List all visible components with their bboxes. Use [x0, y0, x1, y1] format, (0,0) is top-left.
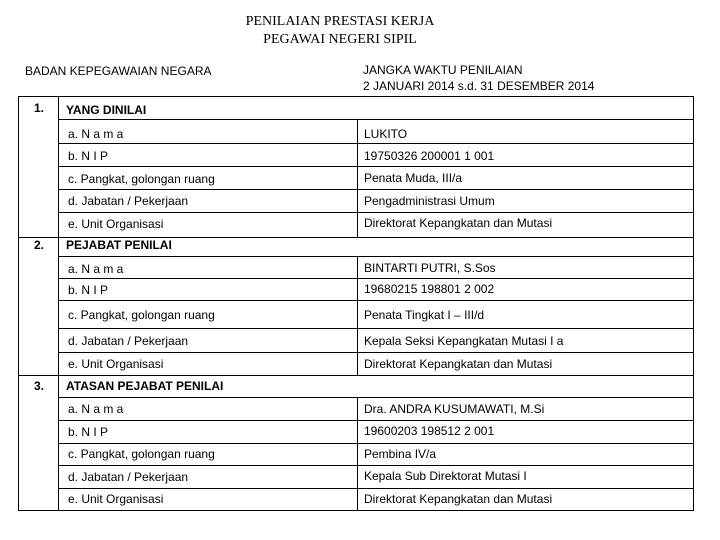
table-rule — [58, 119, 694, 120]
field-label: e. Unit Organisasi — [68, 217, 164, 231]
table-rule — [58, 488, 694, 489]
table-divider-number — [58, 96, 59, 511]
period-value: 2 JANUARI 2014 s.d. 31 DESEMBER 2014 — [363, 79, 595, 93]
section-title: ATASAN PEJABAT PENILAI — [66, 379, 224, 393]
field-value: 19680215 198801 2 002 — [364, 282, 495, 296]
table-rule — [58, 352, 694, 353]
field-value: Kepala Seksi Kepangkatan Mutasi I a — [364, 334, 564, 348]
section-number: 3. — [34, 379, 45, 393]
field-label: b. N I P — [68, 149, 109, 163]
field-label: a. N a m a — [68, 262, 124, 276]
field-value: BINTARTI PUTRI, S.Sos — [364, 261, 496, 275]
table-rule — [58, 465, 694, 466]
field-label: d. Jabatan / Pekerjaan — [68, 470, 189, 484]
field-value: Pengadministrasi Umum — [364, 194, 495, 208]
table-rule — [58, 397, 694, 398]
period-label: JANGKA WAKTU PENILAIAN — [363, 63, 523, 77]
field-value: Direktorat Kepangkatan dan Mutasi — [364, 216, 553, 230]
document-title-line-2: PEGAWAI NEGERI SIPIL — [263, 32, 417, 47]
table-rule — [18, 375, 694, 376]
field-value: Kepala Sub Direktorat Mutasi I — [364, 469, 527, 483]
table-rule — [58, 256, 694, 257]
table-rule — [58, 166, 694, 167]
field-label: b. N I P — [68, 283, 109, 297]
field-label: d. Jabatan / Pekerjaan — [68, 334, 189, 348]
section-title: PEJABAT PENILAI — [66, 238, 172, 252]
table-rule — [58, 420, 694, 421]
table-divider-section-1 — [357, 119, 358, 237]
field-label: c. Pangkat, golongan ruang — [68, 447, 215, 461]
field-value: Dra. ANDRA KUSUMAWATI, M.Si — [364, 402, 545, 416]
field-label: b. N I P — [68, 425, 109, 439]
table-divider-section-3 — [357, 397, 358, 511]
field-value: Direktorat Kepangkatan dan Mutasi — [364, 492, 553, 506]
field-value: Penata Muda, III/a — [364, 171, 463, 185]
field-value: Penata Tingkat I – III/d — [364, 308, 485, 322]
table-rule — [58, 189, 694, 190]
field-label: c. Pangkat, golongan ruang — [68, 172, 215, 186]
agency-name: BADAN KEPEGAWAIAN NEGARA — [25, 64, 212, 78]
table-rule — [58, 278, 694, 279]
section-title: YANG DINILAI — [66, 103, 147, 117]
document-title-line-1: PENILAIAN PRESTASI KERJA — [245, 14, 435, 29]
field-value: Pembina IV/a — [364, 447, 437, 461]
field-label: c. Pangkat, golongan ruang — [68, 308, 215, 322]
field-label: e. Unit Organisasi — [68, 357, 164, 371]
field-label: d. Jabatan / Pekerjaan — [68, 194, 189, 208]
table-divider-section-2 — [357, 256, 358, 375]
section-number: 1. — [34, 101, 45, 115]
section-number: 2. — [34, 238, 45, 252]
table-rule — [58, 143, 694, 144]
table-rule — [58, 443, 694, 444]
assessment-period — [363, 62, 594, 94]
field-label: e. Unit Organisasi — [68, 492, 164, 506]
table-rule — [58, 212, 694, 213]
field-label: a. N a m a — [68, 127, 124, 141]
field-value: 19600203 198512 2 001 — [364, 424, 495, 438]
table-rule — [58, 328, 694, 329]
field-value: 19750326 200001 1 001 — [364, 149, 495, 163]
field-value: Direktorat Kepangkatan dan Mutasi — [364, 357, 553, 371]
field-label: a. N a m a — [68, 402, 124, 416]
field-value: LUKITO — [364, 127, 408, 141]
table-rule — [58, 300, 694, 301]
table-rule — [18, 96, 694, 97]
